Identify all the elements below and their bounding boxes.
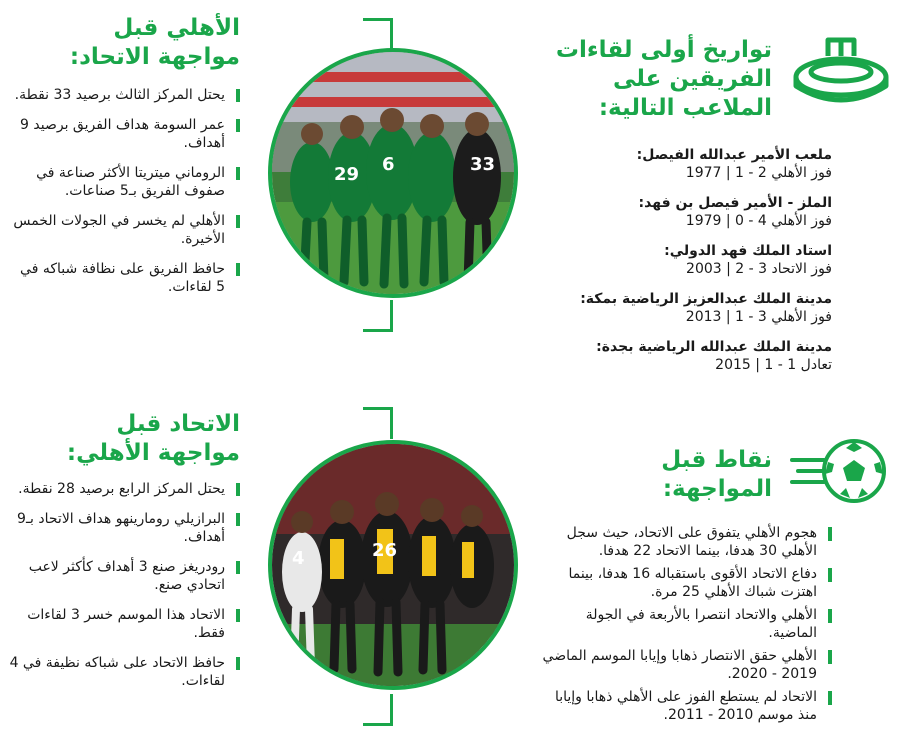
ittihad-fact: الاتحاد هذا الموسم خسر 3 لقاءات فقط. — [8, 606, 240, 642]
list-item: دفاع الاتحاد الأقوى باستقباله 16 هدفا، بينما اهتزت شباك الأهلي 25 مرة. — [536, 565, 832, 601]
ahli-fact: حافظ الفريق على نظافة شباكه في 5 لقاءات. — [8, 260, 240, 296]
bracket-line — [363, 18, 393, 21]
svg-text:29: 29 — [334, 164, 360, 185]
history-title-line3: الملاعب التالية: — [598, 95, 772, 121]
stadium-name: ملعب الأمير عبدالله الفيصل: — [636, 147, 832, 163]
bracket-line — [363, 407, 393, 410]
ittihad-fact: البرازيلي رومارينهو هداف الاتحاد بـ9 أهداف. — [8, 510, 240, 546]
bracket-line — [390, 407, 393, 439]
ittihad-fact: حافظ الاتحاد على شباكه نظيفة في 4 لقاءات. — [8, 654, 240, 690]
ahli-title-line1: الأهلي قبل — [113, 15, 240, 41]
history-title-line2: الفريقين على — [612, 66, 772, 92]
points-title-line1: نقاط قبل — [661, 447, 772, 473]
ittihad-fact: رودريغز صنع 3 أهداف كأكثر لاعب اتحادي صنع. — [8, 558, 240, 594]
ahli-fact: يحتل المركز الثالث برصيد 33 نقطة. — [8, 86, 240, 104]
bracket-line — [390, 18, 393, 50]
ahli-section — [8, 14, 240, 308]
svg-text:33: 33 — [470, 154, 496, 175]
stadium-icon — [790, 34, 892, 104]
stadium-result: فوز الأهلي 2 - 1 | 1977 — [685, 165, 832, 181]
points-title — [560, 446, 772, 504]
list-item: الأهلي والاتحاد انتصرا بالأربعة في الجولة الماضية. — [536, 606, 832, 642]
stadium-result: فوز الأهلي 4 - 0 | 1979 — [685, 213, 832, 229]
ittihad-section — [8, 410, 240, 702]
stadium-result: تعادل 1 - 1 | 2015 — [715, 357, 832, 373]
list-item — [540, 146, 832, 182]
points-title-line2: المواجهة: — [662, 476, 772, 502]
list-item — [540, 194, 832, 230]
points-list — [536, 524, 832, 729]
stadium-name: الملز - الأمير فيصل بن فهد: — [638, 195, 832, 211]
ahli-fact: الروماني ميتريتا الأكثر صناعة في صفوف الفريق بـ5 صناعات. — [8, 164, 240, 200]
list-item: هجوم الأهلي يتفوق على الاتحاد، حيث سجل الأهلي 30 هدفا، بينما الاتحاد 22 هدفا. — [536, 524, 832, 560]
bracket-line — [363, 329, 393, 332]
bracket-line — [390, 300, 393, 332]
ittihad-fact: يحتل المركز الرابع برصيد 28 نقطة. — [8, 480, 240, 498]
svg-text:26: 26 — [372, 540, 398, 561]
ahli-fact: الأهلي لم يخسر في الجولات الخمس الأخيرة. — [8, 212, 240, 248]
ahli-fact: عمر السومة هداف الفريق برصيد 9 أهداف. — [8, 116, 240, 152]
list-item — [540, 242, 832, 278]
ittihad-title-line1: الاتحاد قبل — [116, 411, 240, 437]
list-item — [540, 290, 832, 326]
ahli-title-line2: مواجهة الاتحاد: — [69, 44, 240, 70]
list-item: الاتحاد لم يستطع الفوز على الأهلي ذهابا وإيابا منذ موسم 2010 - 2011. — [536, 688, 832, 724]
football-icon — [790, 436, 890, 506]
ahli-team-photo — [268, 48, 518, 298]
ittihad-team-photo-illustration — [272, 444, 514, 686]
ahli-team-photo-illustration — [272, 52, 514, 294]
list-item — [540, 338, 832, 374]
stadium-name: استاد الملك فهد الدولي: — [664, 243, 832, 259]
svg-text:6: 6 — [382, 154, 395, 175]
stadium-result: فوز الاتحاد 3 - 2 | 2003 — [686, 261, 832, 277]
stadium-name: مدينة الملك عبدالعزيز الرياضية بمكة: — [580, 291, 832, 307]
bracket-line — [363, 723, 393, 726]
stadium-list — [540, 146, 832, 386]
bracket-line — [390, 694, 393, 726]
stadium-name: مدينة الملك عبدالله الرياضية بجدة: — [596, 339, 832, 355]
list-item: الأهلي حقق الانتصار ذهابا وإيابا الموسم الماضي 2019 - 2020. — [536, 647, 832, 683]
stadium-result: فوز الأهلي 3 - 1 | 2013 — [685, 309, 832, 325]
history-title — [530, 36, 772, 123]
history-title-line1: تواريخ أولى لقاءات — [555, 37, 772, 63]
ittihad-title-line2: مواجهة الأهلي: — [66, 440, 240, 466]
ittihad-team-photo — [268, 440, 518, 690]
svg-text:4: 4 — [292, 548, 305, 569]
